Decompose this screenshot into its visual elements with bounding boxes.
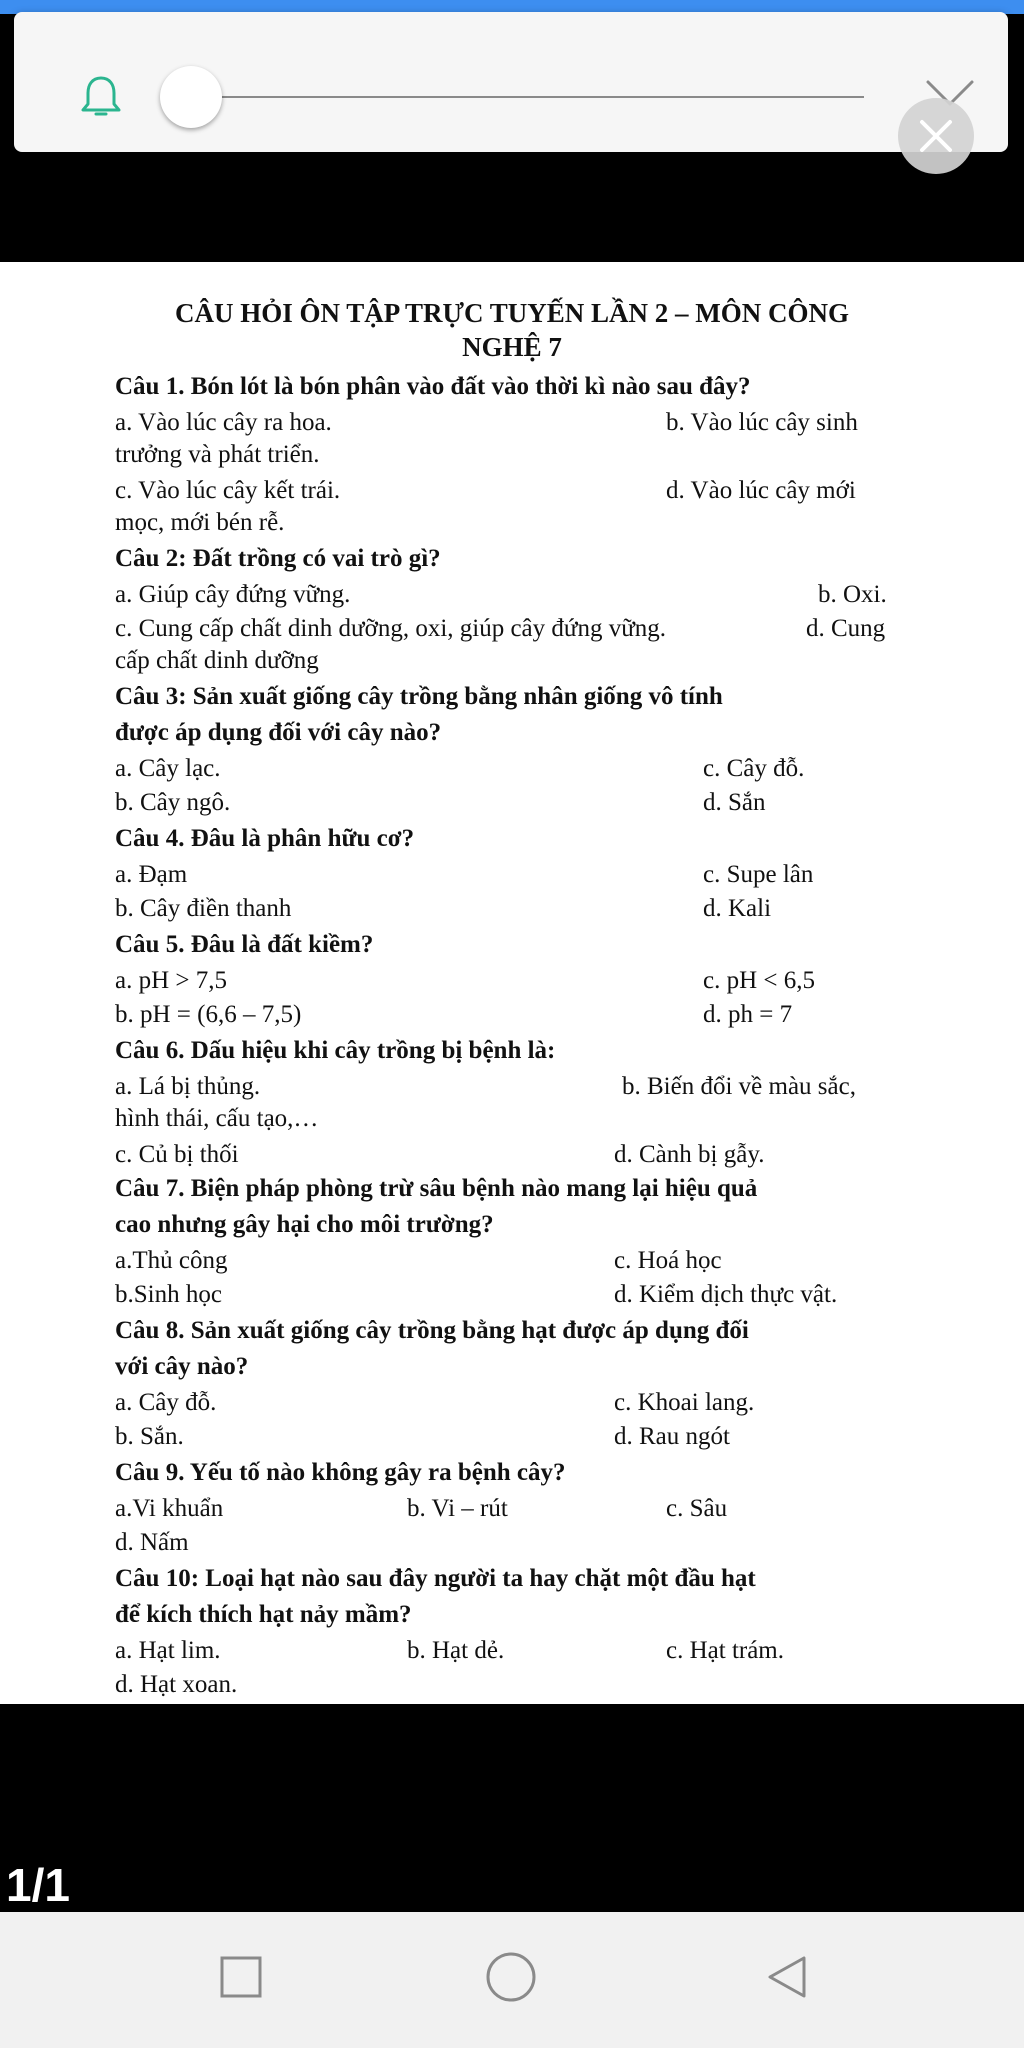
answer-option: a. Cây lạc. bbox=[115, 755, 221, 782]
question-3: Câu 3: Sản xuất giống cây trồng bằng nhân giống vô tính bbox=[115, 683, 723, 710]
answer-option: c. Vào lúc cây kết trái. bbox=[115, 477, 341, 504]
close-icon bbox=[916, 116, 956, 156]
home-icon[interactable] bbox=[484, 1950, 538, 2004]
document-page bbox=[0, 262, 1024, 1704]
question-6: Câu 6. Dấu hiệu khi cây trồng bị bệnh là: bbox=[115, 1037, 556, 1064]
answer-option: c. pH < 6,5 bbox=[703, 967, 815, 994]
close-button[interactable] bbox=[898, 98, 974, 174]
question-1: Câu 1. Bón lót là bón phân vào đất vào thời kì nào sau đây? bbox=[115, 373, 751, 400]
document-title: CÂU HỎI ÔN TẬP TRỰC TUYẾN LẦN 2 – MÔN CÔNG bbox=[174, 298, 850, 328]
answer-option: d. Kiểm dịch thực vật. bbox=[614, 1281, 838, 1308]
answer-option: c. Supe lân bbox=[703, 861, 814, 888]
answer-option: c. Sâu bbox=[666, 1495, 728, 1522]
answer-option: mọc, mới bén rễ. bbox=[115, 509, 285, 536]
notification-toolbar bbox=[14, 12, 1008, 152]
answer-option: d. Vào lúc cây mới bbox=[666, 477, 856, 504]
answer-option: a. Vào lúc cây ra hoa. bbox=[115, 409, 332, 436]
answer-option: d. Nấm bbox=[115, 1529, 189, 1556]
answer-option: d. Kali bbox=[703, 895, 772, 922]
answer-option: trưởng và phát triển. bbox=[115, 441, 320, 468]
answer-option: a. Đạm bbox=[115, 861, 188, 888]
answer-option: d. ph = 7 bbox=[703, 1001, 793, 1028]
answer-option: d. Cung bbox=[806, 615, 886, 642]
answer-option: a. Hạt lim. bbox=[115, 1637, 221, 1664]
question-8: với cây nào? bbox=[115, 1353, 249, 1380]
answer-option: a. Cây đỗ. bbox=[115, 1389, 217, 1416]
question-9: Câu 9. Yếu tố nào không gây ra bệnh cây? bbox=[115, 1459, 566, 1486]
volume-slider-knob[interactable] bbox=[160, 66, 222, 128]
answer-option: b. Vi – rút bbox=[407, 1495, 508, 1522]
answer-option: a. Lá bị thủng. bbox=[115, 1073, 261, 1100]
answer-option: d. Hạt xoan. bbox=[115, 1671, 238, 1698]
question-2: Câu 2: Đất trồng có vai trò gì? bbox=[115, 545, 441, 572]
page-indicator: 1/1 bbox=[6, 1859, 70, 1911]
bell-icon[interactable] bbox=[76, 72, 126, 122]
question-10: để kích thích hạt nảy mầm? bbox=[115, 1601, 412, 1628]
back-icon[interactable] bbox=[762, 1952, 812, 2002]
answer-option: b. Oxi. bbox=[818, 581, 887, 608]
answer-option: b.Sinh học bbox=[115, 1281, 222, 1308]
answer-option: b. Cây điền thanh bbox=[115, 895, 292, 922]
answer-option: a.Vi khuẩn bbox=[115, 1495, 224, 1522]
question-5: Câu 5. Đâu là đất kiềm? bbox=[115, 931, 374, 958]
answer-option: b. Hạt dẻ. bbox=[407, 1637, 505, 1664]
answer-option: d. Rau ngót bbox=[614, 1423, 730, 1450]
answer-option: c. Hoá học bbox=[614, 1247, 722, 1274]
question-4: Câu 4. Đâu là phân hữu cơ? bbox=[115, 825, 415, 852]
answer-option: cấp chất dinh dưỡng bbox=[115, 647, 319, 674]
answer-option: a.Thủ công bbox=[115, 1247, 228, 1274]
answer-option: b. Biến đổi về màu sắc, bbox=[622, 1073, 856, 1100]
volume-slider-track[interactable] bbox=[194, 96, 864, 98]
navigation-bar bbox=[0, 1912, 1024, 2048]
answer-option: a. pH > 7,5 bbox=[115, 967, 227, 994]
question-3: được áp dụng đối với cây nào? bbox=[115, 719, 442, 746]
answer-option: c. Cây đỗ. bbox=[703, 755, 805, 782]
document-title: NGHỆ 7 bbox=[462, 332, 562, 362]
answer-option: c. Khoai lang. bbox=[614, 1389, 755, 1416]
answer-option: d. Cành bị gẫy. bbox=[614, 1141, 765, 1168]
answer-option: d. Sắn bbox=[703, 789, 766, 816]
answer-option: b. pH = (6,6 – 7,5) bbox=[115, 1001, 302, 1028]
question-7: cao nhưng gây hại cho môi trường? bbox=[115, 1211, 494, 1238]
answer-option: a. Giúp cây đứng vững. bbox=[115, 581, 351, 608]
answer-option: b. Sắn. bbox=[115, 1423, 184, 1450]
answer-option: c. Hạt trám. bbox=[666, 1637, 785, 1664]
answer-option: c. Cung cấp chất dinh dưỡng, oxi, giúp cây đứng vững. bbox=[115, 615, 667, 642]
question-10: Câu 10: Loại hạt nào sau đây người ta hay chặt một đầu hạt bbox=[115, 1565, 756, 1592]
question-8: Câu 8. Sản xuất giống cây trồng bằng hạt được áp dụng đối bbox=[115, 1317, 749, 1344]
answer-option: c. Củ bị thối bbox=[115, 1141, 239, 1168]
recent-apps-icon[interactable] bbox=[218, 1954, 264, 2000]
answer-option: hình thái, cấu tạo,… bbox=[115, 1105, 319, 1132]
answer-option: b. Vào lúc cây sinh bbox=[666, 409, 858, 436]
answer-option: b. Cây ngô. bbox=[115, 789, 231, 816]
question-7: Câu 7. Biện pháp phòng trừ sâu bệnh nào mang lại hiệu quả bbox=[115, 1175, 758, 1202]
